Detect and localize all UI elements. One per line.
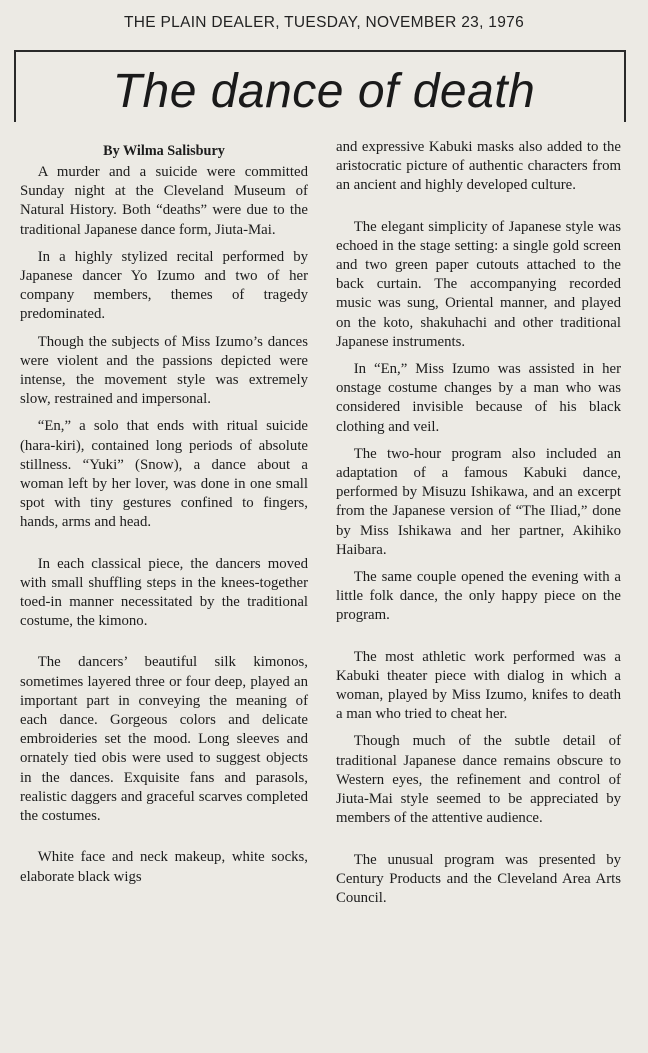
paragraph: The two-hour program also included an adaptation of a famous Kabuki dance, performed by Misuzu Ishikawa, and an excerpt from the Japanese version of “The Iliad,” done by Miss Ishikawa and her partner, Akihiko Haibara.	[336, 445, 621, 558]
paragraph: Though the subjects of Miss Izumo’s dances were violent and the passions depicted were intense, the movement style was extremely slow, restrained and impersonal.	[20, 333, 308, 408]
paragraph: “En,” a solo that ends with ritual suicide (hara-kiri), contained long periods of absolute stillness. “Yuki” (Snow), a dance about a woman left by her lover, was done in one small spot with tiny gestures confined to fingers, hands, arms and head.	[20, 418, 308, 531]
paragraph: and expressive Kabuki masks also added to the aristocratic picture of authentic characters from an ancient and highly developed culture.	[336, 139, 621, 194]
paragraph: The unusual program was presented by Century Products and the Cleveland Area Arts Council.	[336, 851, 621, 906]
paragraph: In each classical piece, the dancers moved with small shuffling steps in the knees-together toed-in manner necessitated by the traditional costume, the kimono.	[20, 555, 308, 630]
paragraph: In “En,” Miss Izumo was assisted in her onstage costume changes by a man who was considered invisible because of his black clothing and veil.	[336, 361, 621, 435]
paragraph: White face and neck makeup, white socks, elaborate black wigs	[20, 849, 308, 885]
paragraph: The same couple opened the evening with a little folk dance, the only happy piece on the program.	[336, 569, 621, 624]
paragraph: The dancers’ beautiful silk kimonos, sometimes layered three or four deep, played an important part in conveying the meaning of each dance. Gorgeous colors and delicate embroideries set the mood. Long sleeves and ornately tied obis were used to suggest objects in the dances. Exquisite fans and parasols, realistic daggers and graceful scarves completed the costumes.	[20, 654, 308, 825]
paragraph: The elegant simplicity of Japanese style was echoed in the stage setting: a single gold screen and two green paper cutouts attached to the back curtain. The accompanying recorded music was sung, Oriental manner, and played on the koto, shakuhachi and other traditional Japanese instruments.	[336, 218, 621, 350]
paragraph: A murder and a suicide were committed Sunday night at the Cleveland Museum of Natural History. Both “deaths” were due to the traditional Japanese dance form, Jiuta-Mai.	[20, 164, 308, 238]
article-column-1	[20, 142, 308, 887]
paragraph: In a highly stylized recital performed by Japanese dancer Yo Izumo and two of her company members, themes of tragedy predominated.	[20, 248, 308, 323]
headline: The dance of death	[112, 65, 536, 118]
article-column-2	[336, 138, 621, 908]
paragraph: Though much of the subtle detail of traditional Japanese dance remains obscure to Western eyes, the refinement and control of Jiuta-Mai style seemed to be appreciated by members of the attentive audience.	[336, 733, 621, 827]
dateline: THE PLAIN DEALER, TUESDAY, NOVEMBER 23, 1976	[124, 14, 524, 31]
paragraph: The most athletic work performed was a Kabuki theater piece with dialog in which a woman, played by Miss Izumo, knifes to death a man who tried to cheat her.	[336, 648, 621, 723]
byline: By Wilma Salisbury	[103, 143, 225, 159]
